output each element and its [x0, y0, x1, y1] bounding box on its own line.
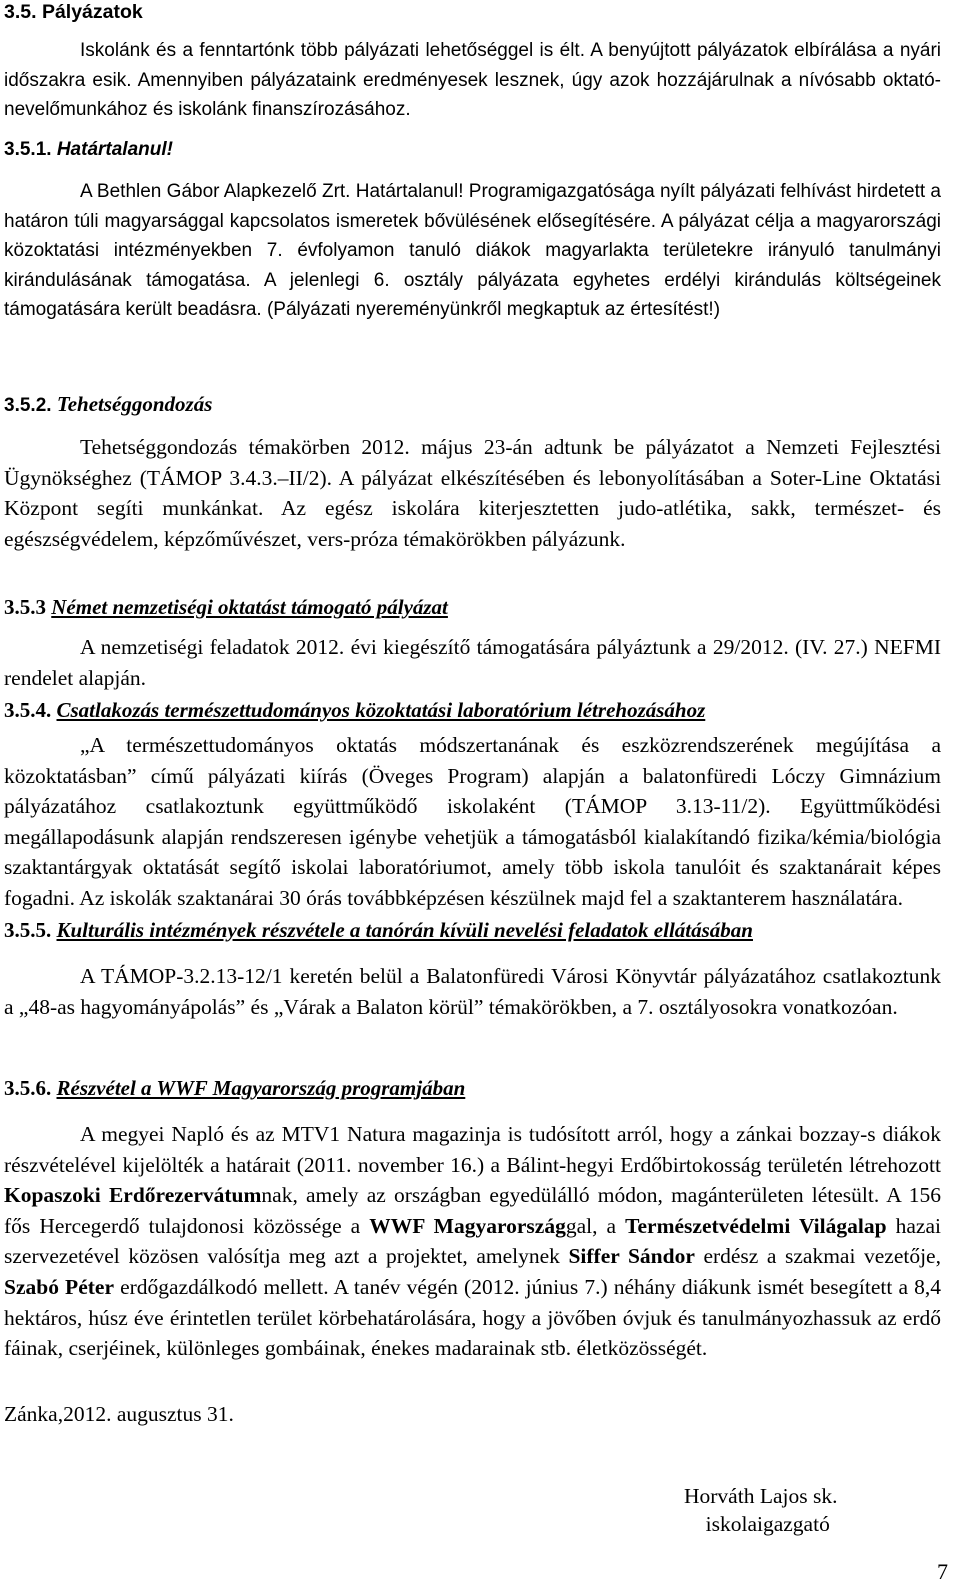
- heading-text: Csatlakozás természettudományos közoktatási laboratórium létrehozásához: [56, 698, 706, 722]
- bold-run: Kopaszoki Erdőrezervátum: [4, 1183, 262, 1208]
- paragraph-text: A nemzetiségi feladatok 2012. évi kiegészítő támogatására pályáztunk a 29/2012. (IV. 27.) NEFMI rendelet alapján.: [4, 635, 941, 690]
- text-run: erdész a szakmai vezetője,: [694, 1244, 941, 1269]
- heading-number: 3.5.4.: [4, 698, 52, 722]
- paragraph-3-5-2: [4, 432, 941, 554]
- text-run: gal, a: [565, 1213, 626, 1238]
- heading-text: Részvétel a WWF Magyarország programjában: [56, 1076, 466, 1100]
- text-run: erdőgazdálkodó mellett. A tanév végén (2012. június 7.) néhány diákunk ismét besegített a 8,4 hektáros, húsz éve érintetlen terület körbehatárolására, hogy a jövőben óvjuk és tanulmányozhassuk az erdő fáinak, cserjéinek, különleges gombáinak, énekes madarainak stb. életközösségét.: [4, 1274, 941, 1361]
- text-run: hazai szervezetével közösen valósítja meg azt a projektet, amelynek: [4, 1213, 941, 1269]
- intro-paragraph: [4, 36, 941, 125]
- bold-run: Siffer Sándor: [568, 1244, 695, 1269]
- intro-text: Iskolánk és a fenntartónk több pályázati lehetőséggel is élt. A benyújtott pályázatok elbírálása a nyári időszakra esik. Amennyiben pályázataink eredményesek lesznek, úgy azok hozzájárulnak a nívósabb oktató-nevelőmunkához és iskolánk finanszírozásához.: [4, 40, 941, 121]
- signature-block: [684, 1482, 837, 1538]
- paragraph-3-5-5: [4, 961, 941, 1022]
- heading-3-5-2: [4, 392, 212, 418]
- document-page: [4, 0, 954, 1589]
- heading-3-5-3: [4, 594, 448, 620]
- bold-run: Szabó Péter: [4, 1274, 114, 1299]
- heading-text: Kulturális intézmények részvétele a tanórán kívüli nevelési feladatok ellátásában: [56, 918, 753, 942]
- heading-3-5-4: [4, 697, 705, 723]
- heading-3-5-1: [4, 138, 173, 162]
- heading-3-5-6: [4, 1075, 465, 1101]
- heading-text: Határtalanul!: [56, 139, 173, 160]
- paragraph-text: A Bethlen Gábor Alapkezelő Zrt. Határtalanul! Programigazgatósága nyílt pályázati felhívást hirdetett a határon túli magyarsággal kapcsolatos ismeretek bővülésének elősegítésére. A pályázat célja a magyarországi közoktatási intézményekben 7. évfolyamon tanuló diákok magyarlakta területekre irányuló tanulmányi kirándulásának támogatása. A jelenlegi 6. osztály pályázata egyhetes erdélyi kirándulás költségeinek támogatására került beadásra. (Pályázati nyereményünkről megkaptuk az értesítést!): [4, 181, 941, 321]
- paragraph-3-5-6: [4, 1119, 941, 1364]
- paragraph-text: [4, 1119, 941, 1364]
- paragraph-text: „A természettudományos oktatás módszertanának és eszközrendszerének megújítása a közoktatásban” című pályázati kiírás (Öveges Program) alapján a balatonfüredi Lóczy Gimnázium pályázatához csatlakoztunk együttműködő iskolaként (TÁMOP 3.13-11/2). Együttműködési megállapodásunk alapján rendszeresen igénybe vehetjük a támogatásból kialakítandó fizika/kémia/biológia szaktantárgyak oktatását segítő iskolai laboratóriumot, amely több iskola tanulóit és szaktanárait képes fogadni. Az iskolák szaktanárai 30 órás továbbképzésen készülnek majd fel a szaktanterem használatára.: [4, 733, 941, 910]
- paragraph-3-5-4: [4, 730, 941, 914]
- heading-number: 3.5.1.: [4, 139, 52, 160]
- paragraph-text: Tehetséggondozás témakörben 2012. május 23-án adtunk be pályázatot a Nemzeti Fejlesztési Ügynökséghez (TÁMOP 3.4.3.–II/2). A pályázat elkészítésében és lebonyolításában a Soter-Line Oktatási Központ segíti munkánkat. Az egész iskolára kiterjesztetten judo-atlétika, sakk, természet- és egészségvédelem, képzőművészet, vers-próza témakörökben pályázunk.: [4, 435, 941, 551]
- heading-number: 3.5.3: [4, 595, 46, 619]
- heading-text: Német nemzetiségi oktatást támogató pályázat: [51, 595, 448, 619]
- bold-run: WWF Magyarország: [369, 1213, 566, 1238]
- signer-name: Horváth Lajos sk.: [684, 1484, 838, 1508]
- bold-run: Természetvédelmi Világalap: [625, 1213, 887, 1238]
- signer-role: iskolaigazgató: [705, 1512, 830, 1536]
- paragraph-3-5-3: [4, 632, 941, 693]
- heading-text: Tehetséggondozás: [56, 392, 213, 416]
- heading-number: 3.5.6.: [4, 1076, 52, 1100]
- heading-number: 3.5.2.: [4, 395, 52, 416]
- place-date: Zánka,2012. augusztus 31.: [4, 1402, 234, 1426]
- text-run: nak, amely az országban egyedülálló módon, magánterületen létesült. A 156 fős Hercegerdő tulajdonosi közössége a: [4, 1183, 942, 1238]
- paragraph-3-5-1: [4, 177, 941, 325]
- heading-number: 3.5.5.: [4, 918, 52, 942]
- paragraph-text: A TÁMOP-3.2.13-12/1 keretén belül a Balatonfüredi Városi Könyvtár pályázatához csatlakoztunk a „48-as hagyományápolás” és „Várak a Balaton körül” témakörökben, a 7. osztályosokra vonatkozóan.: [4, 964, 941, 1019]
- text-run: A megyei Napló és az MTV1 Natura magazinja is tudósított arról, hogy a zánkai bozzay-s diákok részvételével kijelölték a határait (2011. november 16.) a Bálint-hegyi Erdőbirtokosság területén létrehozott: [4, 1122, 941, 1177]
- heading-3-5-5: [4, 917, 753, 943]
- section-title: 3.5. Pályázatok: [4, 1, 143, 23]
- page-number: 7: [937, 1559, 948, 1584]
